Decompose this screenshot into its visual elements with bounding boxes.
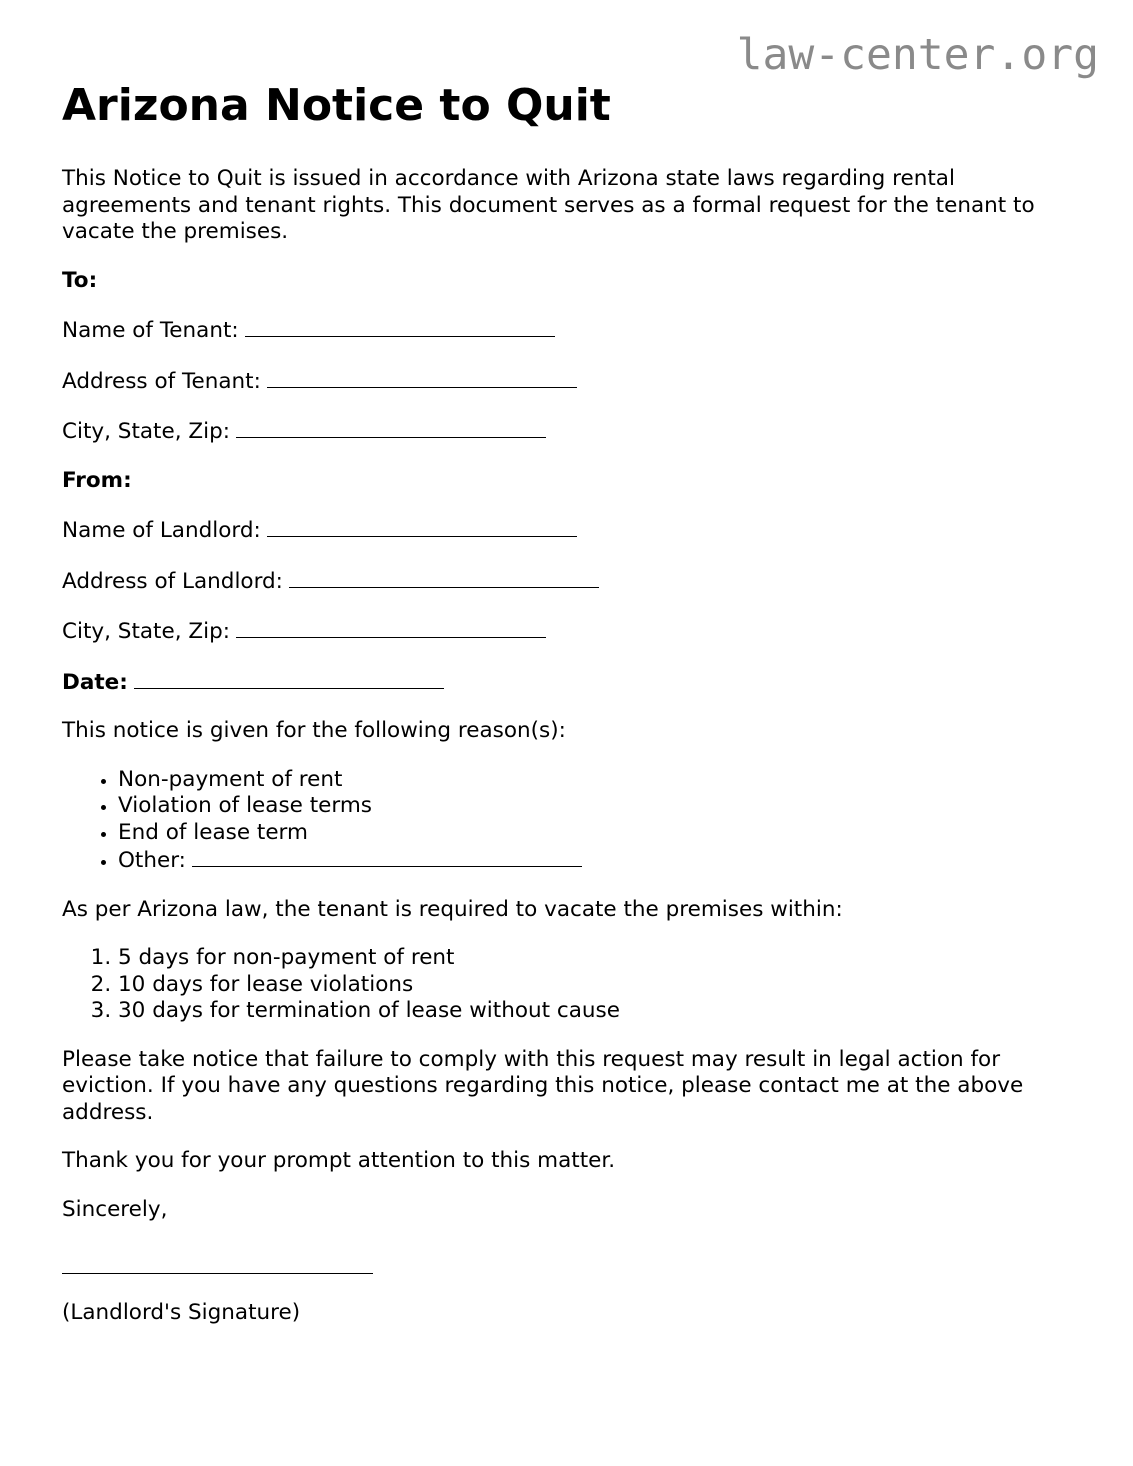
landlord-city-field <box>62 617 1072 646</box>
closing: Sincerely, <box>62 1196 168 1222</box>
tenant-name-label: Name of Tenant: <box>62 318 239 343</box>
landlord-city-blank[interactable] <box>236 617 546 638</box>
intro-paragraph: This Notice to Quit is issued in accordance with Arizona state laws regarding rental agreements and tenant rights. This document serves as a formal request for the tenant to vacate the premises. <box>62 166 1035 244</box>
landlord-name-label: Name of Landlord: <box>62 518 261 543</box>
reason-item <box>118 820 1072 847</box>
reasons-intro: This notice is given for the following reason(s): <box>62 718 566 743</box>
tenant-city-label: City, State, Zip: <box>62 419 230 444</box>
page-title: Arizona Notice to Quit <box>62 80 611 131</box>
tenant-city-blank[interactable] <box>236 417 546 438</box>
vacate-period-item: 1. 5 days for non-payment of rent <box>118 945 1072 972</box>
landlord-address-blank[interactable] <box>289 567 599 588</box>
vacate-period-item: 3. 30 days for termination of lease without cause <box>118 998 1072 1025</box>
landlord-address-field <box>62 567 1072 596</box>
reason-other-blank[interactable] <box>192 846 582 867</box>
signature-caption: (Landlord's Signature) <box>62 1300 301 1325</box>
reason-label: Violation of lease terms <box>118 793 372 818</box>
vacate-period-item: 2. 10 days for lease violations <box>118 972 1072 999</box>
from-heading: From: <box>62 467 132 493</box>
tenant-address-field <box>62 367 1072 396</box>
document-body <box>62 78 1072 1349</box>
landlord-name-field <box>62 516 1072 545</box>
landlord-address-label: Address of Landlord: <box>62 568 283 594</box>
tenant-name-field <box>62 316 1072 345</box>
watermark-logo: law-center.org <box>736 30 1099 80</box>
reason-label: End of lease term <box>118 819 308 845</box>
reasons-list <box>62 767 1072 875</box>
tenant-city-field <box>62 417 1072 446</box>
vacate-periods-list <box>62 945 1072 1025</box>
date-blank[interactable] <box>134 668 444 689</box>
reason-item <box>118 767 1072 794</box>
date-field <box>62 668 1072 697</box>
tenant-name-blank[interactable] <box>245 316 555 337</box>
signature-blank[interactable] <box>62 1253 373 1274</box>
reason-item-other <box>118 846 1072 875</box>
tenant-address-blank[interactable] <box>267 367 577 388</box>
landlord-name-blank[interactable] <box>267 516 577 537</box>
to-heading: To: <box>62 267 98 293</box>
vacate-intro: As per Arizona law, the tenant is required to vacate the premises within: <box>62 896 843 922</box>
reason-item <box>118 793 1072 820</box>
reason-other-label: Other: <box>118 848 186 873</box>
landlord-city-label: City, State, Zip: <box>62 619 230 644</box>
thanks-paragraph: Thank you for your prompt attention to this matter. <box>62 1148 616 1173</box>
reason-label: Non-payment of rent <box>118 766 343 792</box>
warning-paragraph: Please take notice that failure to comply with this request may result in legal action for eviction. If you have any questions regarding this notice, please contact me at the above address. <box>62 1046 1024 1125</box>
tenant-address-label: Address of Tenant: <box>62 368 261 394</box>
date-label: Date: <box>62 669 128 695</box>
